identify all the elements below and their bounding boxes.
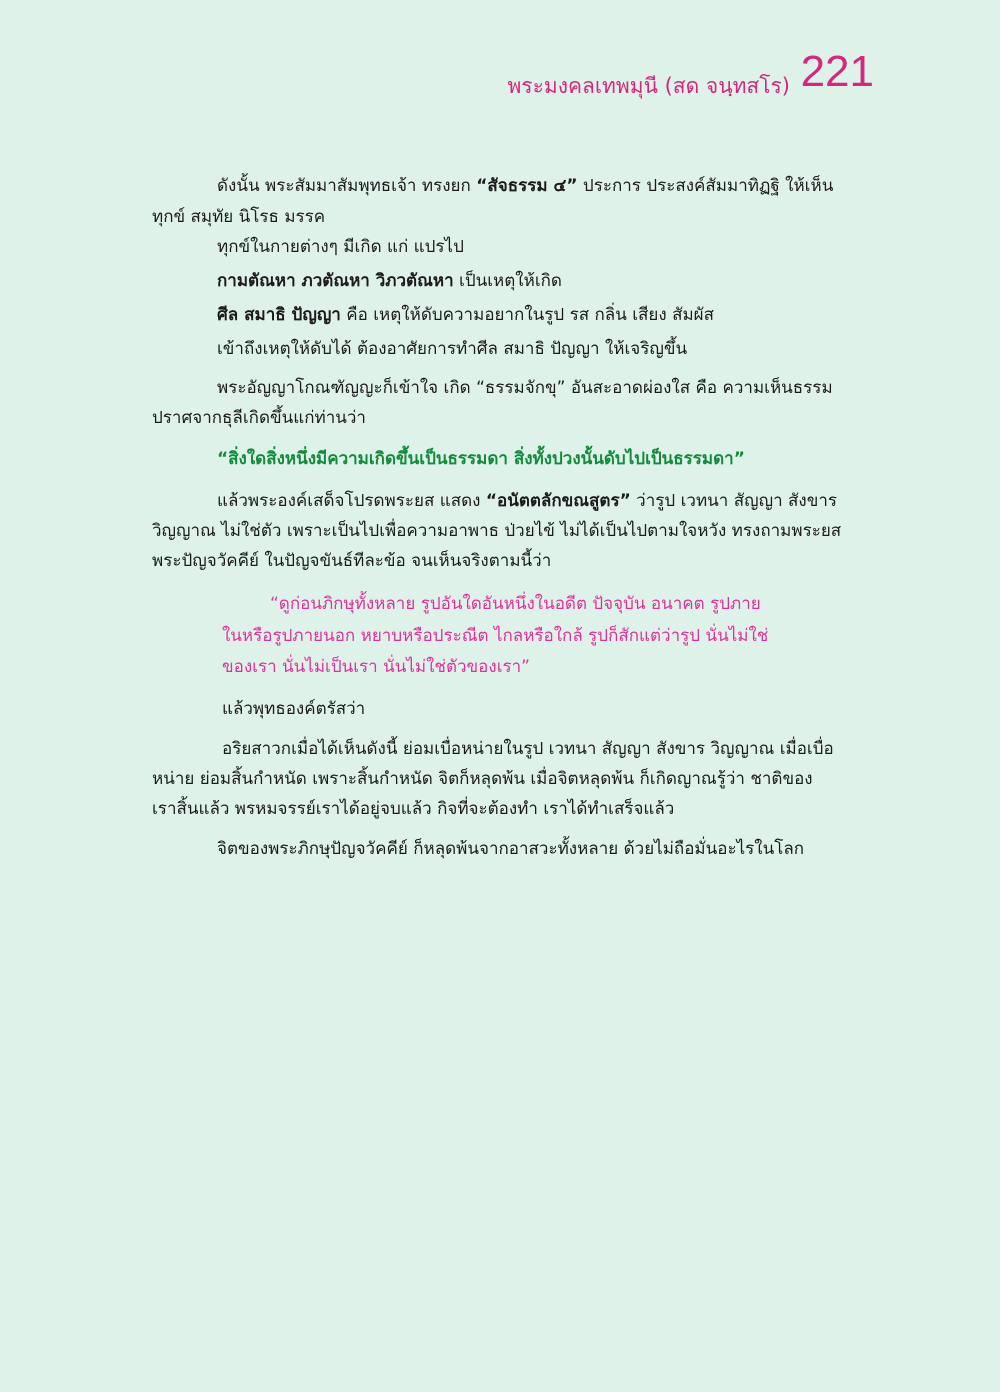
paragraph-8: แล้วพุทธองค์ตรัสว่า: [222, 699, 366, 719]
paragraph-1-line-2: ทุกข์ สมุทัย นิโรธ มรรค: [152, 207, 326, 227]
quote-pink-line-2: ในหรือรูปภายนอก หยาบหรือประณีต ไกลหรือใกล้ รูปก็สักแต่ว่ารูป นั่นไม่ใช่: [222, 626, 769, 646]
page-number: 221: [800, 47, 874, 96]
paragraph-7-line-3: พระปัญจวัคคีย์ ในปัญจขันธ์ทีละข้อ จนเห็นจริงตามนี้ว่า: [152, 551, 552, 571]
paragraph-6-line-1: พระอัญญาโกณฑัญญะก็เข้าใจ เกิด “ธรรมจักขุ” อันสะอาดผ่องใส คือ ความเห็นธรรม: [217, 378, 833, 398]
quote-green: “สิ่งใดสิ่งหนึ่งมีความเกิดขึ้นเป็นธรรมดา สิ่งทั้งปวงนั้นดับไปเป็นธรรมดา”: [217, 449, 745, 469]
paragraph-10: จิตของพระภิกษุปัญจวัคคีย์ ก็หลุดพ้นจากอาสวะทั้งหลาย ด้วยไม่ถือมั่นอะไรในโลก: [217, 839, 805, 859]
paragraph-2: ทุกข์ในกายต่างๆ มีเกิด แก่ แปรไป: [217, 237, 464, 257]
text-span: ประการ ประสงค์สัมมาทิฏฐิ ให้เห็น: [577, 176, 834, 196]
text-span: เป็นเหตุให้เกิด: [453, 271, 562, 291]
paragraph-9-line-3: เราสิ้นแล้ว พรหมจรรย์เราได้อยู่จบแล้ว กิจที่จะต้องทำ เราได้ทำเสร็จแล้ว: [152, 799, 675, 819]
paragraph-1-line-1: [217, 175, 833, 197]
bold-term: ศีล สมาธิ ปัญญา: [217, 305, 341, 325]
bold-term: “สัจธรรม ๔”: [476, 176, 578, 196]
text-span: ว่ารูป เวทนา สัญญา สังขาร: [630, 491, 837, 511]
paragraph-9-line-2: หน่าย ย่อมสิ้นกำหนัด เพราะสิ้นกำหนัด จิตก็หลุดพ้น เมื่อจิตหลุดพ้น ก็เกิดญาณรู้ว่า ชาติของ: [152, 769, 813, 789]
paragraph-6-line-2: ปราศจากธุลีเกิดขึ้นแก่ท่านว่า: [152, 408, 366, 428]
paragraph-5: เข้าถึงเหตุให้ดับได้ ต้องอาศัยการทำศีล สมาธิ ปัญญา ให้เจริญขึ้น: [217, 339, 688, 359]
text-span: ดังนั้น พระสัมมาสัมพุทธเจ้า ทรงยก: [217, 176, 477, 196]
quote-pink-line-3: ของเรา นั่นไม่เป็นเรา นั่นไม่ใช่ตัวของเรา”: [222, 657, 530, 677]
paragraph-7-line-2: วิญญาณ ไม่ใช่ตัว เพราะเป็นไปเพื่อความอาพาธ ป่วยไข้ ไม่ได้เป็นไปตามใจหวัง ทรงถามพระยส: [152, 521, 842, 541]
paragraph-9-line-1: อริยสาวกเมื่อได้เห็นดังนี้ ย่อมเบื่อหน่ายในรูป เวทนา สัญญา สังขาร วิญญาณ เมื่อเบื่อ: [222, 739, 834, 759]
running-header-author: พระมงคลเทพมุนี (สด จนฺทสโร): [507, 74, 790, 98]
paragraph-4: [217, 304, 714, 326]
bold-term: กามตัณหา ภวตัณหา วิภวตัณหา: [217, 271, 454, 291]
text-span: แล้วพระองค์เสด็จโปรดพระยส แสดง: [217, 491, 486, 511]
quote-pink-line-1: “ดูก่อนภิกษุทั้งหลาย รูปอันใดอันหนึ่งในอดีต ปัจจุบัน อนาคต รูปภาย: [270, 594, 761, 614]
paragraph-7-line-1: [217, 490, 837, 512]
text-span: คือ เหตุให้ดับความอยากในรูป รส กลิ่น เสียง สัมผัส: [340, 305, 714, 325]
paragraph-3: [217, 270, 562, 292]
bold-term: “อนัตตลักขณสูตร”: [485, 491, 631, 511]
